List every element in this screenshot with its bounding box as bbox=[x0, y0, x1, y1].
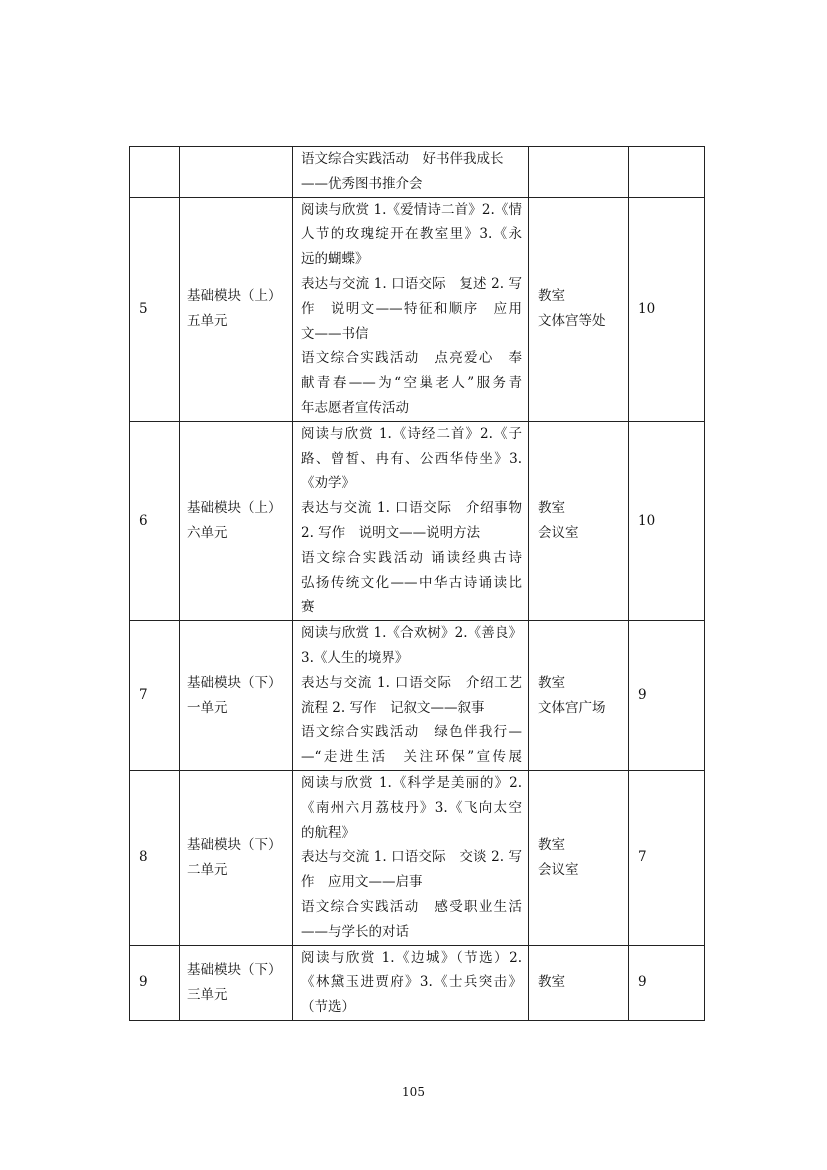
unit-number-cell bbox=[130, 945, 180, 1020]
table-row bbox=[130, 197, 705, 421]
location-line: 教室 bbox=[538, 500, 565, 517]
location-cell bbox=[529, 770, 629, 945]
content-line: 文——书信 bbox=[301, 325, 369, 342]
table-row bbox=[130, 945, 705, 1020]
hours-value: 10 bbox=[638, 300, 656, 317]
content-line: 阅读与欣赏 1.《边城》（节选）2. bbox=[301, 949, 522, 966]
content-line: 表达与交流 1. 口语交际 复述 2. 写 bbox=[301, 275, 522, 292]
content-line: ——与学长的对话 bbox=[301, 923, 409, 940]
content-line: （节选） bbox=[301, 999, 355, 1016]
unit-number-cell bbox=[130, 197, 180, 421]
content-cell bbox=[293, 421, 529, 620]
unit-number-cell bbox=[130, 770, 180, 945]
table-row bbox=[130, 621, 705, 771]
content-line: 《劝学》 bbox=[301, 475, 355, 492]
location-cell bbox=[529, 421, 629, 620]
content-line: 弘扬传统文化——中华古诗诵读比 bbox=[301, 574, 522, 591]
location-cell bbox=[529, 197, 629, 421]
content-line: 作 应用文——启事 bbox=[301, 874, 423, 891]
unit-number: 9 bbox=[139, 974, 148, 991]
module-cell bbox=[180, 770, 293, 945]
module-line: 基础模块（上） bbox=[187, 288, 282, 305]
content-line: 远的蝴蝶》 bbox=[301, 251, 369, 268]
hours-cell bbox=[629, 770, 705, 945]
content-line: 语文综合实践活动 感受职业生活 bbox=[301, 898, 522, 915]
content-line: 的航程》 bbox=[301, 824, 355, 841]
module-line: 基础模块（下） bbox=[187, 674, 282, 691]
hours-cell bbox=[629, 197, 705, 421]
content-cell bbox=[293, 147, 529, 198]
schedule-table-body bbox=[130, 147, 705, 1021]
schedule-table bbox=[129, 146, 705, 1021]
content-line: —“走进生活 关注环保”宣传展 bbox=[301, 749, 522, 766]
content-line: 流程 2. 写作 记叙文——叙事 bbox=[301, 699, 485, 716]
location-line: 教室 bbox=[538, 974, 565, 991]
content-line: 语文综合实践活动 好书伴我成长 bbox=[301, 151, 504, 167]
unit-number: 7 bbox=[139, 687, 148, 704]
content-line: 阅读与欣赏 1.《合欢树》2.《善良》 bbox=[301, 625, 522, 642]
table-row bbox=[130, 770, 705, 945]
content-line: 年志愿者宣传活动 bbox=[301, 399, 409, 416]
module-cell bbox=[180, 197, 293, 421]
module-line: 基础模块（下） bbox=[187, 836, 282, 853]
content-line: 2. 写作 说明文——说明方法 bbox=[301, 524, 481, 541]
hours-value: 10 bbox=[638, 512, 656, 529]
location-line: 会议室 bbox=[538, 861, 579, 878]
content-line: 3.《人生的境界》 bbox=[301, 649, 409, 666]
location-line: 文体宫等处 bbox=[538, 313, 606, 330]
location-cell bbox=[529, 147, 629, 198]
content-line: ——优秀图书推介会 bbox=[301, 175, 423, 192]
table-row bbox=[130, 147, 705, 198]
hours-cell bbox=[629, 621, 705, 771]
hours-cell bbox=[629, 421, 705, 620]
content-line: 作 说明文——特征和顺序 应用 bbox=[301, 300, 522, 317]
hours-value: 9 bbox=[638, 687, 647, 704]
location-line: 教室 bbox=[538, 836, 565, 853]
content-line: 表达与交流 1. 口语交际 交谈 2. 写 bbox=[301, 849, 522, 866]
unit-number: 5 bbox=[139, 300, 148, 317]
table-row bbox=[130, 421, 705, 620]
content-line: 《南州六月荔枝丹》3.《飞向太空 bbox=[301, 799, 522, 816]
module-line: 基础模块（下） bbox=[187, 961, 282, 978]
module-cell bbox=[180, 945, 293, 1020]
content-cell bbox=[293, 770, 529, 945]
content-line: 表达与交流 1. 口语交际 介绍事物 bbox=[301, 500, 522, 517]
unit-number-cell bbox=[130, 147, 180, 198]
content-cell bbox=[293, 197, 529, 421]
location-line: 会议室 bbox=[538, 524, 579, 541]
module-line: 二单元 bbox=[187, 861, 228, 878]
content-line: 阅读与欣赏 1.《科学是美丽的》2. bbox=[301, 774, 522, 791]
unit-number: 8 bbox=[139, 849, 148, 866]
module-cell bbox=[180, 421, 293, 620]
module-line: 六单元 bbox=[187, 524, 228, 541]
content-cell bbox=[293, 621, 529, 771]
module-cell bbox=[180, 621, 293, 771]
content-line: 表达与交流 1. 口语交际 介绍工艺 bbox=[301, 674, 522, 691]
location-line: 文体宫广场 bbox=[538, 699, 606, 716]
content-line: 阅读与欣赏 1.《诗经二首》2.《子 bbox=[301, 425, 522, 442]
content-line: 语文综合实践活动 点亮爱心 奉 bbox=[301, 350, 522, 367]
location-cell bbox=[529, 945, 629, 1020]
content-line: 语文综合实践活动 绿色伴我行— bbox=[301, 724, 522, 741]
content-line: 阅读与欣赏 1.《爱情诗二首》2.《情 bbox=[301, 201, 522, 218]
content-line: 语文综合实践活动 诵读经典古诗 bbox=[301, 549, 522, 566]
content-line: 《林黛玉进贾府》3.《士兵突击》 bbox=[301, 974, 522, 991]
unit-number-cell bbox=[130, 421, 180, 620]
hours-value: 9 bbox=[638, 974, 647, 991]
unit-number: 6 bbox=[139, 512, 148, 529]
page-number: 105 bbox=[402, 1085, 425, 1099]
location-line: 教室 bbox=[538, 288, 565, 305]
location-line: 教室 bbox=[538, 674, 565, 691]
unit-number-cell bbox=[130, 621, 180, 771]
module-line: 基础模块（上） bbox=[187, 500, 282, 517]
content-line: 路、曾皙、冉有、公西华侍坐》3. bbox=[301, 450, 522, 467]
hours-value: 7 bbox=[638, 849, 647, 866]
content-line: 献青春——为“空巢老人”服务青 bbox=[301, 375, 522, 392]
hours-cell bbox=[629, 945, 705, 1020]
module-line: 五单元 bbox=[187, 313, 228, 330]
content-line: 人节的玫瑰绽开在教室里》3.《永 bbox=[301, 226, 522, 243]
content-cell bbox=[293, 945, 529, 1020]
content-line: 赛 bbox=[301, 599, 315, 616]
module-line: 三单元 bbox=[187, 986, 228, 1003]
module-cell bbox=[180, 147, 293, 198]
location-cell bbox=[529, 621, 629, 771]
hours-cell bbox=[629, 147, 705, 198]
module-line: 一单元 bbox=[187, 699, 228, 716]
